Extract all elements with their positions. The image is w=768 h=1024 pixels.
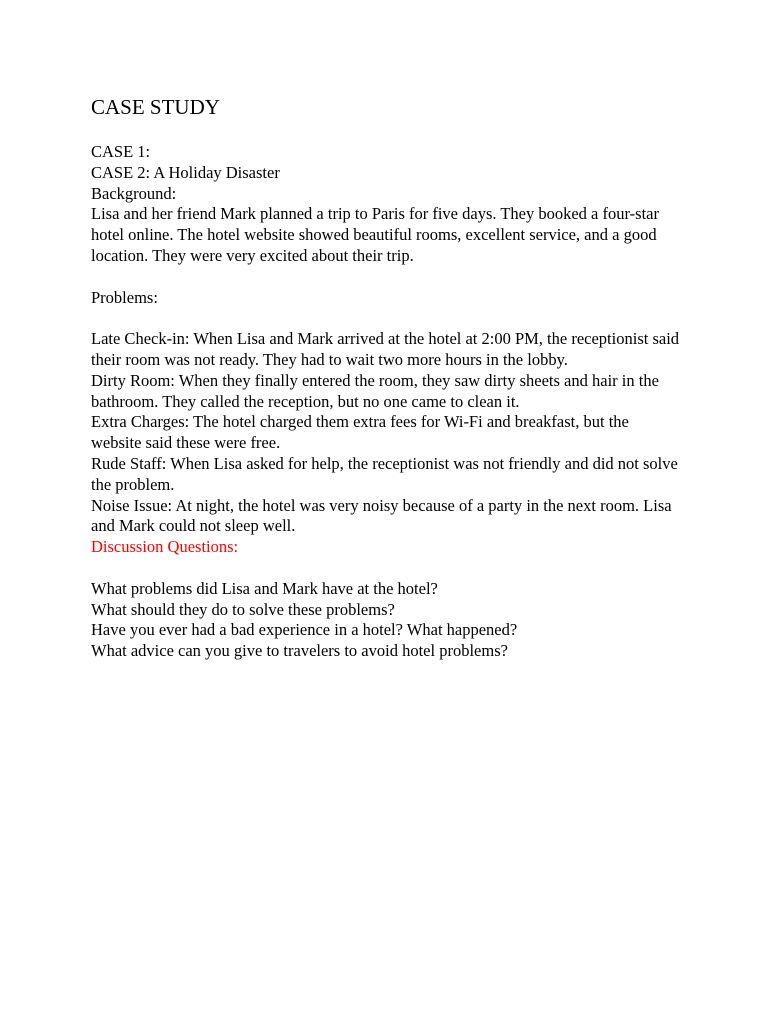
question-item: What problems did Lisa and Mark have at the hotel?: [91, 578, 438, 598]
discussion-heading: Discussion Questions:: [91, 537, 239, 557]
document-title: CASE STUDY: [91, 95, 220, 119]
document-page: [91, 93, 681, 662]
problems-heading: Problems:: [91, 287, 158, 307]
spacer: [91, 267, 681, 288]
background-heading: Background:: [91, 183, 177, 203]
question-item: What advice can you give to travelers to avoid hotel problems?: [91, 641, 508, 661]
problem-item: Rude Staff: When Lisa asked for help, the receptionist was not friendly and did not solve the problem.: [91, 453, 678, 494]
problem-item: Dirty Room: When they finally entered the room, they saw dirty sheets and hair in the bathroom. They called the reception, but no one came to clean it.: [91, 370, 659, 411]
question-item: What should they do to solve these problems?: [91, 599, 395, 619]
case-2-title: CASE 2: A Holiday Disaster: [91, 162, 280, 182]
background-paragraph: Lisa and her friend Mark planned a trip to Paris for five days. They booked a four-star hotel online. The hotel website showed beautiful rooms, excellent service, and a good location. They were very excited about their trip.: [91, 204, 659, 265]
question-item: Have you ever had a bad experience in a hotel? What happened?: [91, 620, 518, 640]
spacer: [91, 308, 681, 329]
spacer: [91, 558, 681, 579]
problem-item: Noise Issue: At night, the hotel was very noisy because of a party in the next room. Lisa and Mark could not sleep well.: [91, 495, 672, 536]
problem-item: Extra Charges: The hotel charged them extra fees for Wi-Fi and breakfast, but the website said these were free.: [91, 412, 629, 453]
problem-item: Late Check-in: When Lisa and Mark arrived at the hotel at 2:00 PM, the receptionist said their room was not ready. They had to wait two more hours in the lobby.: [91, 329, 680, 369]
case-1-label: CASE 1:: [91, 142, 151, 161]
